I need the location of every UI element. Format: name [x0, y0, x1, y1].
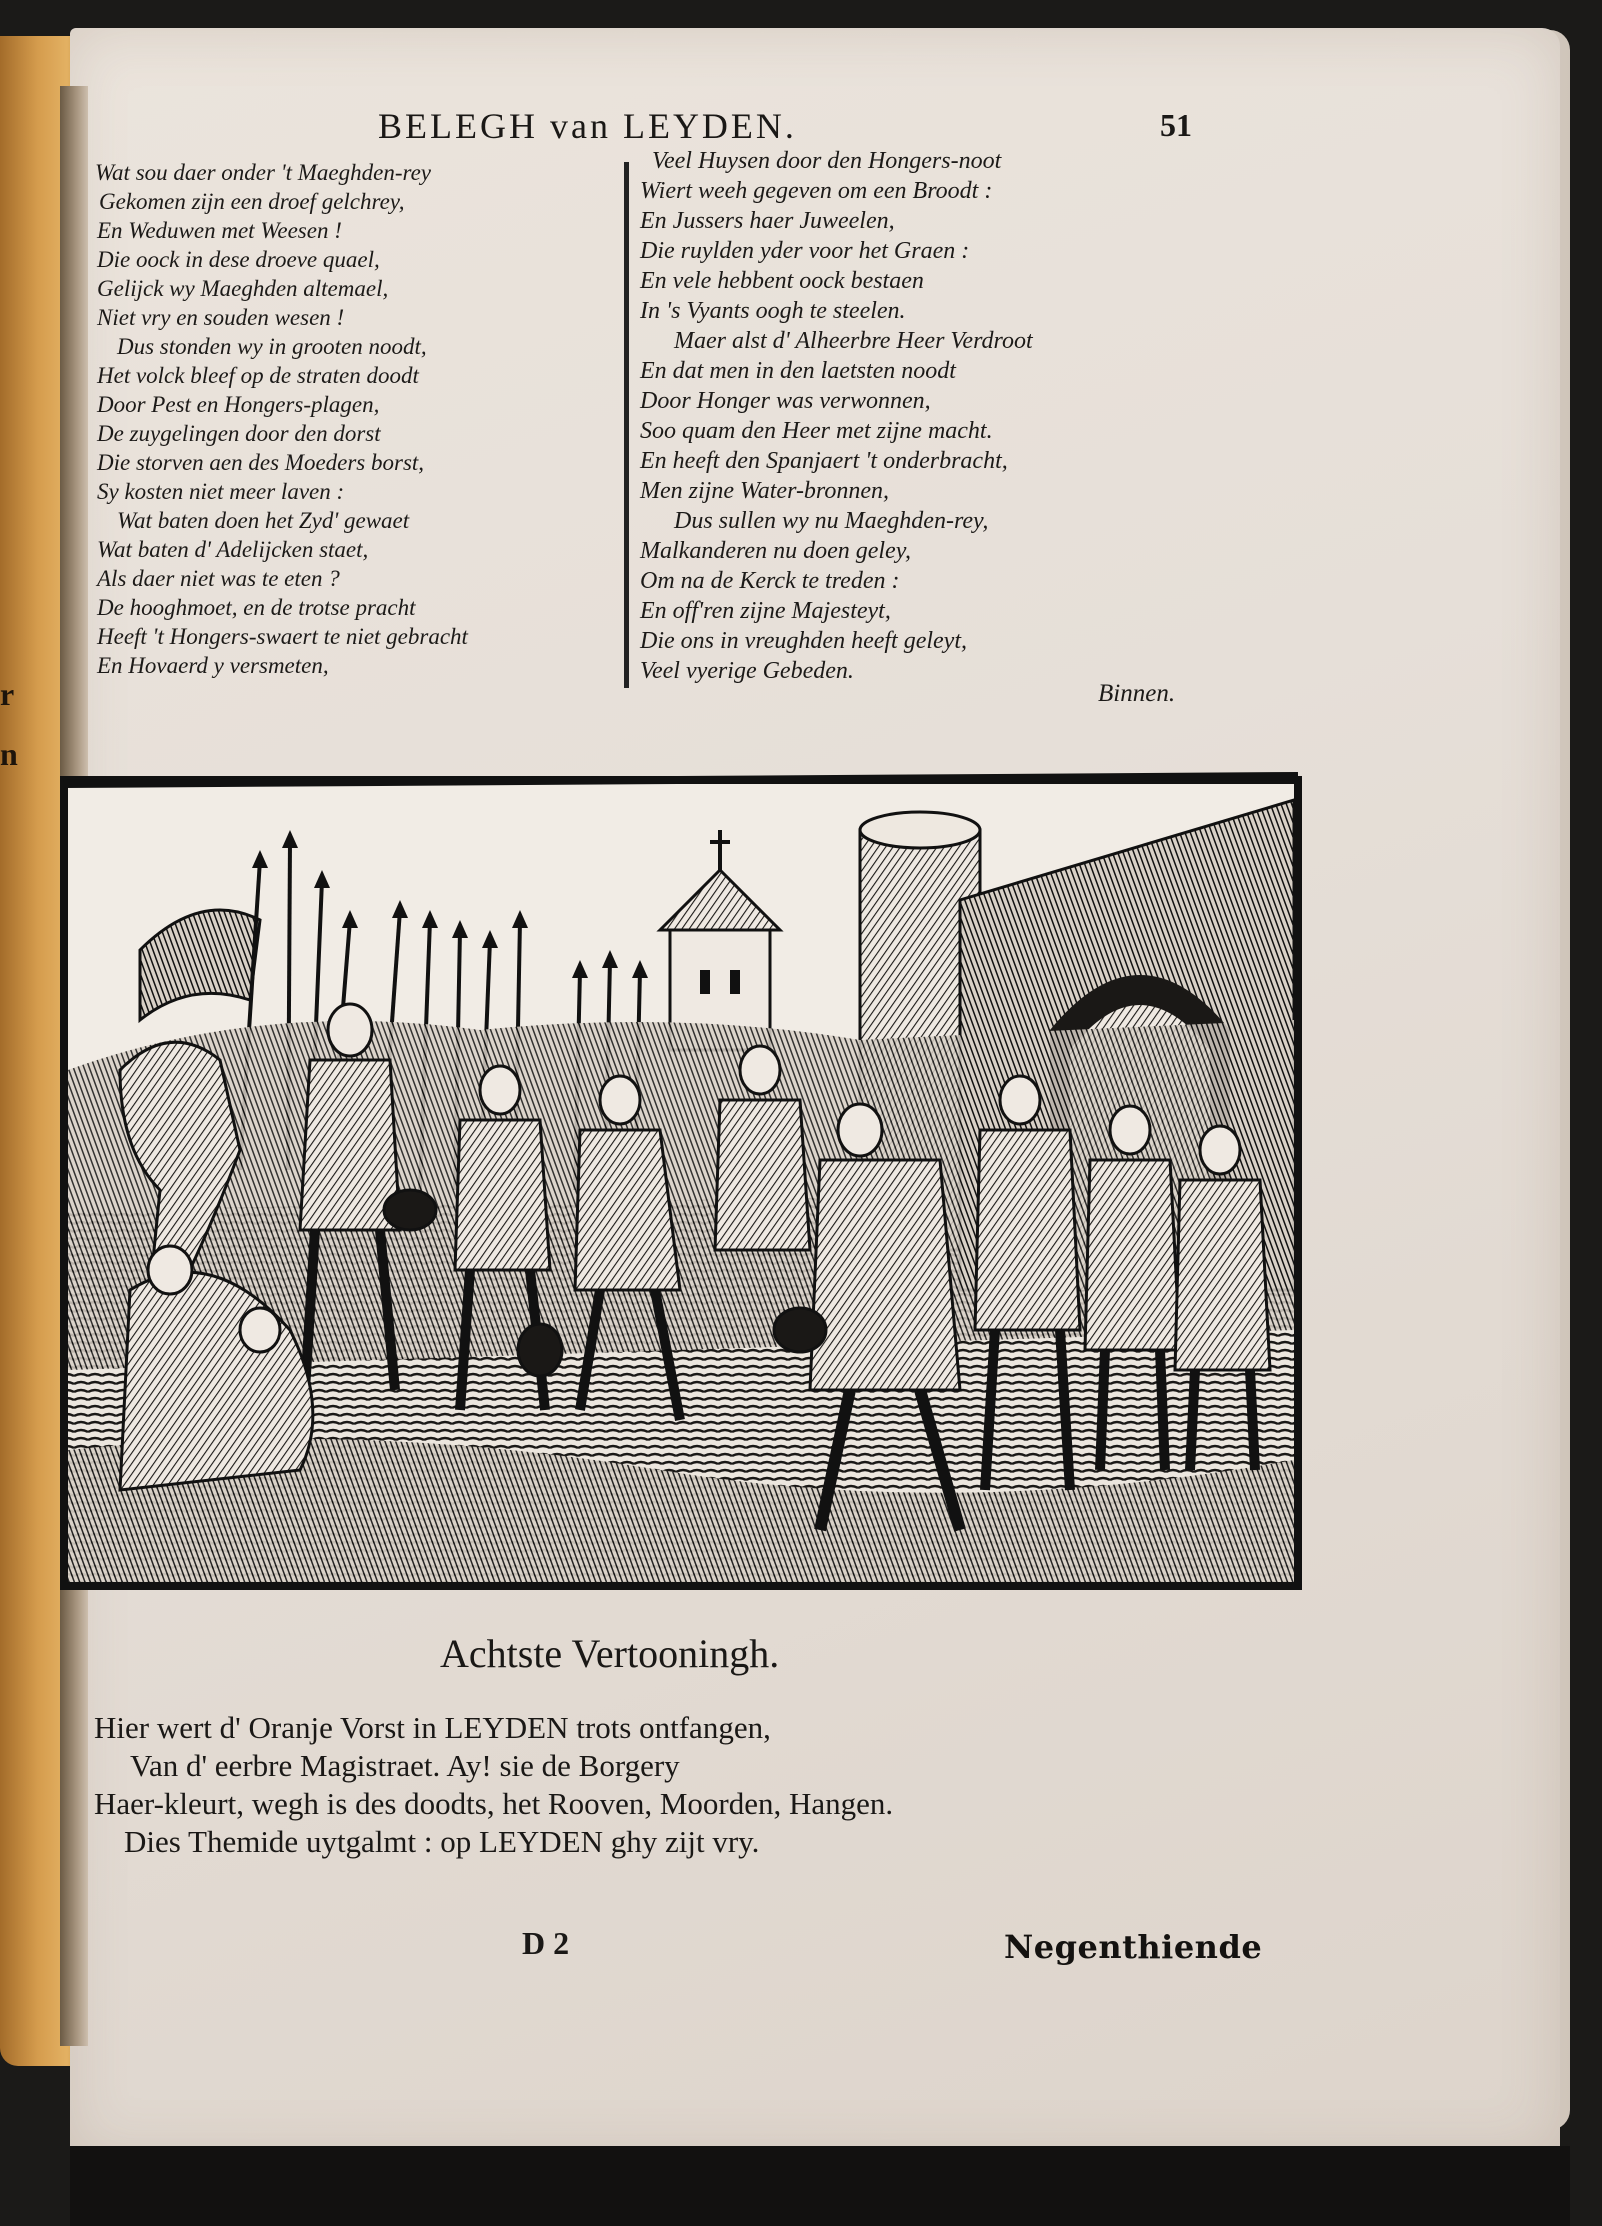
verse-line: Veel Huysen door den Hongers-noot — [652, 148, 1002, 174]
verse-line: Om na de Kerck te treden : — [640, 568, 900, 594]
previous-page-fragment: r — [0, 676, 15, 712]
verse-line: Sy kosten niet meer laven : — [97, 479, 345, 504]
verse-line: Van d' eerbre Magistraet. Ay! sie de Borgery — [130, 1748, 680, 1783]
verse-line: Die storven aen des Moeders borst, — [97, 450, 425, 475]
verse-line: Wiert weeh gegeven om een Broodt : — [640, 178, 993, 204]
verse-line: Maer alst d' Alheerbre Heer Verdroot — [674, 328, 1033, 354]
woodcut-illustration — [60, 770, 1302, 1590]
verse-line: Gelijck wy Maeghden altemael, — [97, 276, 389, 301]
verse-line: Niet vry en souden wesen ! — [97, 305, 345, 330]
verse-line: Dies Themide uytgalmt : op LEYDEN ghy zijt vry. — [124, 1824, 760, 1859]
page-number: 51 — [1160, 107, 1192, 143]
column-rule — [624, 162, 629, 688]
verse-line: Wat baten doen het Zyd' gewaet — [117, 508, 410, 533]
verse-line: En dat men in den laetsten noodt — [640, 358, 956, 384]
verse-line: En off'ren zijne Majesteyt, — [640, 598, 891, 624]
verse-line: Gekomen zijn een droef gelchrey, — [99, 189, 405, 214]
verse-line: De hooghmoet, en de trotse pracht — [97, 595, 416, 620]
previous-page-fragment: n — [0, 736, 18, 772]
verse-line: Veel vyerige Gebeden. — [640, 658, 854, 684]
verse-line: En Hovaerd y versmeten, — [97, 653, 329, 678]
verse-line: En heeft den Spanjaert 't onderbracht, — [640, 448, 1008, 474]
verse-line: Wat sou daer onder 't Maeghden-rey — [95, 160, 432, 185]
column-catchword: Binnen. — [1098, 680, 1176, 707]
verse-line: Malkanderen nu doen geley, — [640, 538, 912, 564]
torn-page-bottom — [70, 2146, 1570, 2226]
verse-line: Die ruylden yder voor het Graen : — [640, 238, 970, 264]
verse-line: Haer-kleurt, wegh is des doodts, het Rooven, Moorden, Hangen. — [94, 1786, 894, 1821]
verse-line: Als daer niet was te eten ? — [97, 566, 340, 591]
verse-line: Door Pest en Hongers-plagen, — [97, 392, 380, 417]
verse-line: Die oock in dese droeve quael, — [97, 247, 380, 272]
running-head: BELEGH van LEYDEN. — [378, 106, 797, 146]
plate-title: Achtste Vertooningh. — [440, 1631, 780, 1676]
verse-line: Men zijne Water-bronnen, — [640, 478, 890, 504]
verse-line: Heeft 't Hongers-swaert te niet gebracht — [97, 624, 468, 649]
verse-line: Dus stonden wy in grooten noodt, — [117, 334, 427, 359]
verse-line: Het volck bleef op de straten doodt — [97, 363, 419, 388]
signature-mark: D 2 — [522, 1925, 570, 1961]
verse-line: Door Honger was verwonnen, — [640, 388, 931, 414]
verse-line: Hier wert d' Oranje Vorst in LEYDEN trots ontfangen, — [94, 1710, 771, 1745]
verse-line: De zuygelingen door den dorst — [97, 421, 381, 446]
verse-line: Soo quam den Heer met zijne macht. — [640, 418, 993, 444]
verse-line: En Weduwen met Weesen ! — [97, 218, 342, 243]
verse-line: In 's Vyants oogh te steelen. — [640, 298, 906, 324]
verse-line: Wat baten d' Adelijcken staet, — [97, 537, 369, 562]
verse-line: Dus sullen wy nu Maeghden-rey, — [674, 508, 989, 534]
page-catchword: Negenthiende — [1004, 1928, 1263, 1966]
verse-line: Die ons in vreughden heeft geleyt, — [640, 628, 967, 654]
verse-line: En vele hebbent oock bestaen — [640, 268, 924, 294]
verse-line: En Jussers haer Juweelen, — [640, 208, 895, 234]
